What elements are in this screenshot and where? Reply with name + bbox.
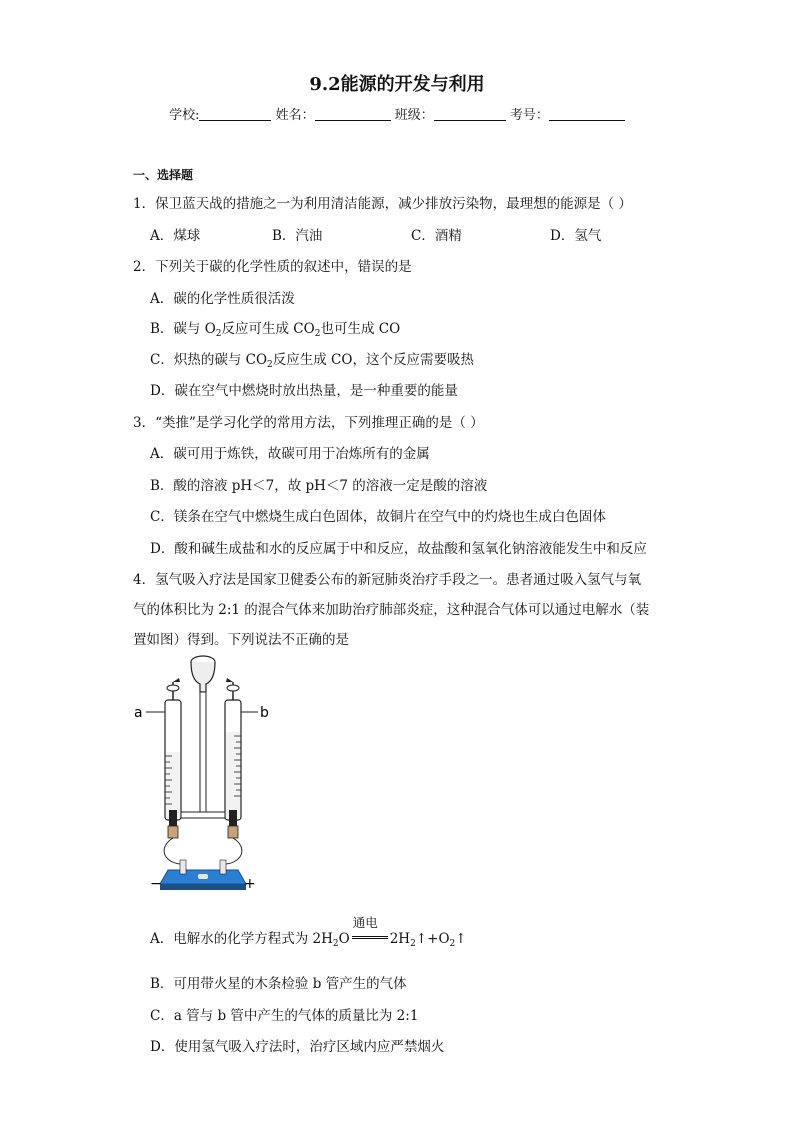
q4-option-b[interactable]: B．可用带火星的木条检验 b 管产生的气体 (150, 976, 407, 992)
tube-b (225, 700, 241, 826)
q4-option-d[interactable]: D．使用氢气吸入疗法时，治疗区域内应严禁烟火 (150, 1039, 445, 1055)
q3-option-d[interactable]: D．酸和碱生成盐和水的反应属于中和反应，故盐酸和氢氧化钠溶液能发生中和反应 (150, 541, 647, 557)
label-minus: − (150, 876, 162, 892)
question-3-stem: 3．“类推”是学习化学的常用方法，下列推理正确的是（ ） (133, 415, 484, 431)
right-electrode (228, 826, 238, 838)
name-blank[interactable] (315, 106, 391, 121)
left-electrode (168, 826, 178, 838)
class-blank[interactable] (434, 106, 506, 121)
q2-option-a[interactable]: A．碳的化学性质很活泼 (150, 291, 295, 307)
q2-option-c[interactable]: C．炽热的碳与 $CO_2$反应生成 CO，这个反应需要吸热 (150, 352, 474, 370)
question-2-stem: 2．下列关于碳的化学性质的叙述中，错误的是 (133, 259, 412, 275)
q1-option-a[interactable]: A．煤球 (150, 228, 201, 244)
label-b: b (260, 705, 269, 721)
tube-a (165, 700, 181, 826)
reaction-condition: 通电 (352, 915, 378, 930)
right-stopcock-icon (226, 678, 239, 700)
exam-number-blank[interactable] (549, 106, 625, 121)
section-heading: 一、选择题 (133, 168, 194, 182)
question-4-stem-line-1: 4．氢气吸入疗法是国家卫健委公布的新冠肺炎治疗手段之一。患者通过吸入氢气与氧 (133, 572, 642, 588)
q2-option-d[interactable]: D．碳在空气中燃烧时放出热量，是一种重要的能量 (150, 383, 458, 399)
school-label: 学校: (169, 108, 200, 123)
q1-option-d[interactable]: D．氢气 (550, 228, 602, 244)
left-stopcock-icon (167, 678, 180, 700)
q2-option-b[interactable]: B．碳与 $O_2$反应可生成 $CO_2$也可生成 CO (150, 321, 401, 339)
class-label: 班级： (394, 108, 434, 123)
q4-option-c[interactable]: C．a 管与 b 管中产生的气体的质量比为 2:1 (150, 1008, 419, 1024)
name-label: 姓名： (275, 108, 315, 123)
question-1-stem: 1．保卫蓝天战的措施之一为利用清洁能源，减少排放污染物，最理想的能源是（ ） (133, 196, 632, 212)
reaction-arrow-line (352, 936, 388, 937)
label-plus: + (244, 876, 256, 892)
funnel-icon (191, 656, 215, 812)
q3-option-b[interactable]: B．酸的溶液 pH＜7，故 pH＜7 的溶液一定是酸的溶液 (150, 478, 488, 494)
school-blank[interactable] (199, 106, 271, 121)
power-supply-icon (160, 860, 246, 890)
question-4-stem-line-3: 置如图）得到。下列说法不正确的是 (133, 632, 349, 648)
question-4-stem-line-2: 气的体积比为 2:1 的混合气体来加助治疗肺部炎症，这种混合气体可以通过电解水（装 (133, 602, 650, 618)
q1-option-b[interactable]: B．汽油 (272, 228, 323, 244)
q3-option-a[interactable]: A．碳可用于炼铁，故碳可用于冶炼所有的金属 (150, 446, 430, 462)
q3-option-c[interactable]: C．镁条在空气中燃烧生成白色固体，故铜片在空气中的灼烧也生成白色固体 (150, 509, 606, 525)
q1-option-c[interactable]: C．酒精 (411, 228, 462, 244)
student-info-row (0, 104, 794, 123)
q4-option-a[interactable]: A．电解水的化学方程式为 $2H_2O$ 通电 $2H_2↑+O_2↑$ (150, 915, 467, 949)
label-a: a (134, 705, 143, 721)
exam-number-label: 考号： (509, 108, 549, 123)
page-title: 9.2能源的开发与利用 (309, 74, 485, 95)
electrolysis-apparatus-figure (128, 652, 278, 902)
